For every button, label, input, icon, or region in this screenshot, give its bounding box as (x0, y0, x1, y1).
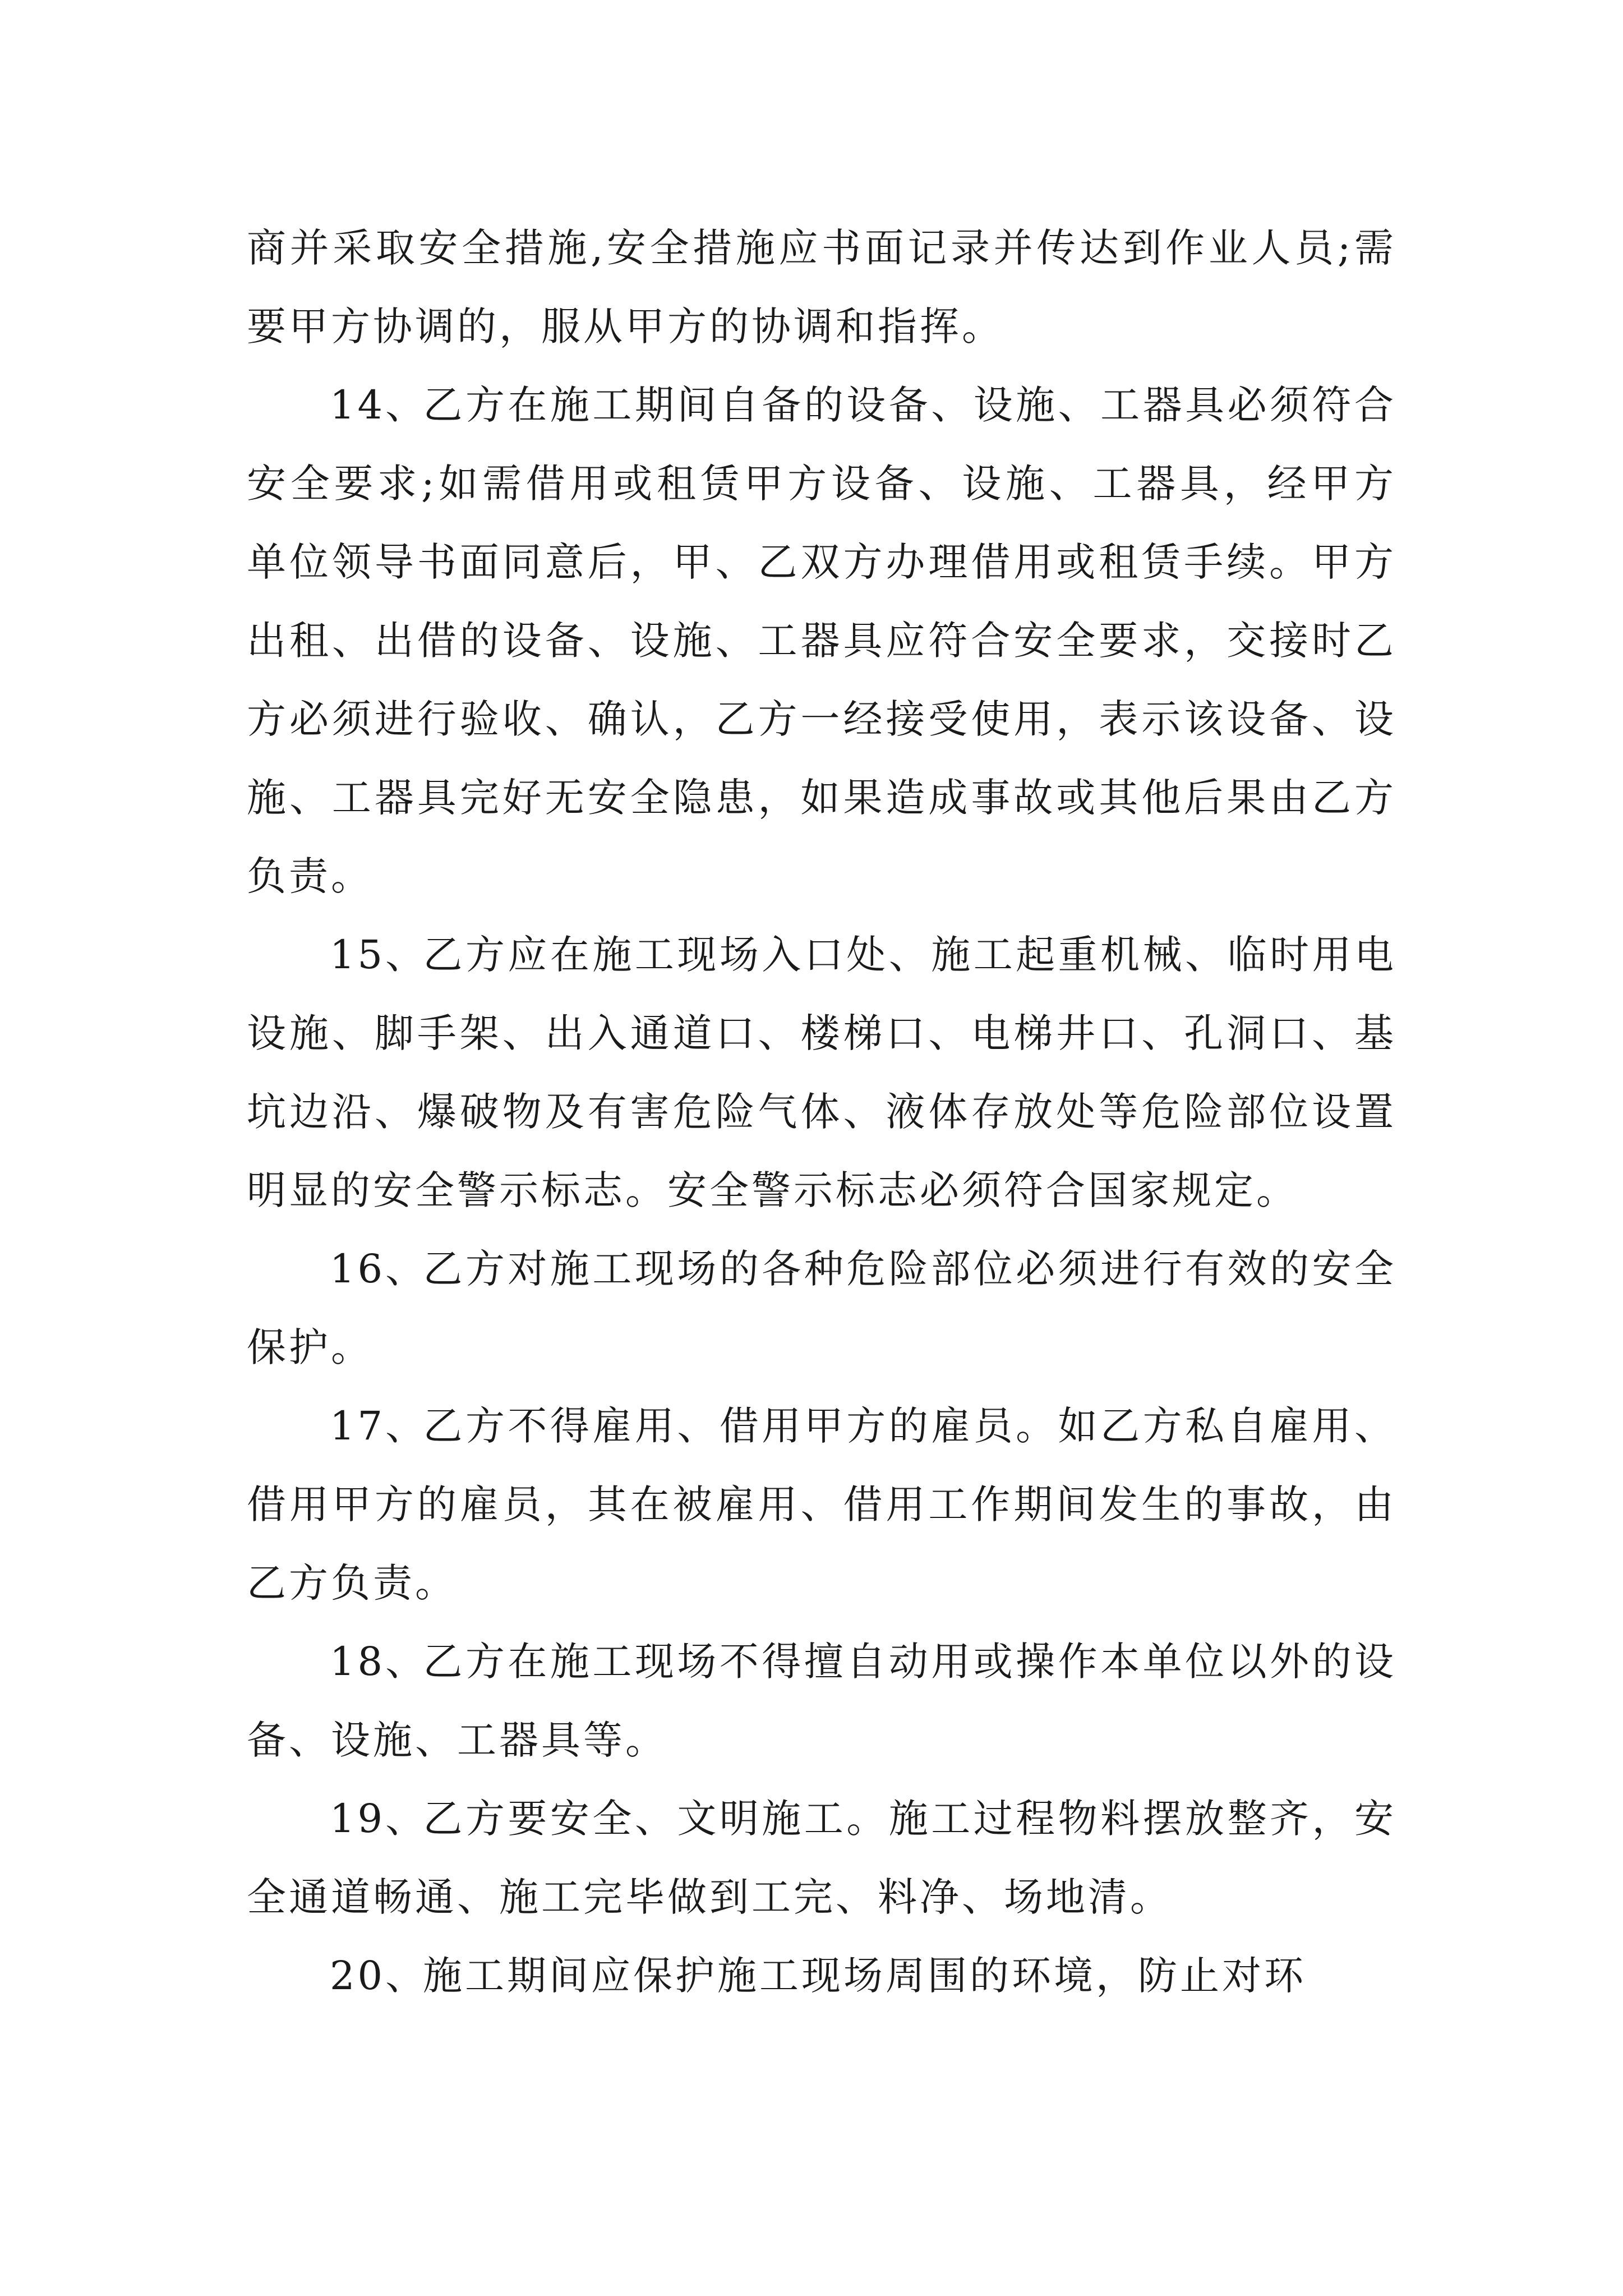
paragraph-17 (247, 1387, 1396, 1622)
paragraph-text: 乙方要安全、文明施工。施工过程物料摆放整齐，安全通道畅通、施工完毕做到工完、料净、场地清。 (247, 1796, 1396, 1920)
paragraph-text: 商并采取安全措施,安全措施应书面记录并传达到作业人员;需要甲方协调的，服从甲方的协调和指挥。 (247, 225, 1396, 349)
paragraph-number: 17、 (330, 1403, 428, 1449)
paragraph-number: 16、 (330, 1246, 428, 1292)
paragraph-number: 20、 (330, 1953, 428, 1999)
paragraph-text: 乙方在施工期间自备的设备、设施、工器具必须符合安全要求;如需借用或租赁甲方设备、设施、工器具，经甲方单位领导书面同意后，甲、乙双方办理借用或租赁手续。甲方出租、出借的设备、设施、工器具应符合安全要求，交接时乙方必须进行验收、确认，乙方一经接受使用，表示该设备、设施、工器具完好无安全隐患，如果造成事故或其他后果由乙方负责。 (247, 382, 1396, 899)
paragraph-number: 14、 (330, 382, 428, 428)
paragraph-text: 施工期间应保护施工现场周围的环境，防止对环 (423, 1953, 1306, 1999)
paragraph-text: 乙方应在施工现场入口处、施工起重机械、临时用电设施、脚手架、出入通道口、楼梯口、电梯井口、孔洞口、基坑边沿、爆破物及有害危险气体、液体存放处等危险部位设置明显的安全警示标志。安全警示标志必须符合国家规定。 (247, 932, 1396, 1213)
paragraph-number: 18、 (330, 1639, 428, 1685)
paragraph-text: 乙方不得雇用、借用甲方的雇员。如乙方私自雇用、借用甲方的雇员，其在被雇用、借用工作期间发生的事故，由乙方负责。 (247, 1403, 1396, 1606)
paragraph-15 (247, 915, 1396, 1230)
paragraph-14 (247, 366, 1396, 915)
paragraph-number: 15、 (330, 932, 428, 978)
paragraph-20 (247, 1936, 1396, 2015)
document-body (247, 209, 1396, 2015)
paragraph-continuation (247, 209, 1396, 366)
paragraph-16 (247, 1230, 1396, 1387)
paragraph-19 (247, 1779, 1396, 1936)
paragraph-text: 乙方对施工现场的各种危险部位必须进行有效的安全保护。 (247, 1246, 1396, 1370)
paragraph-text: 乙方在施工现场不得擅自动用或操作本单位以外的设备、设施、工器具等。 (247, 1639, 1396, 1763)
paragraph-18 (247, 1622, 1396, 1779)
paragraph-number: 19、 (330, 1796, 428, 1842)
